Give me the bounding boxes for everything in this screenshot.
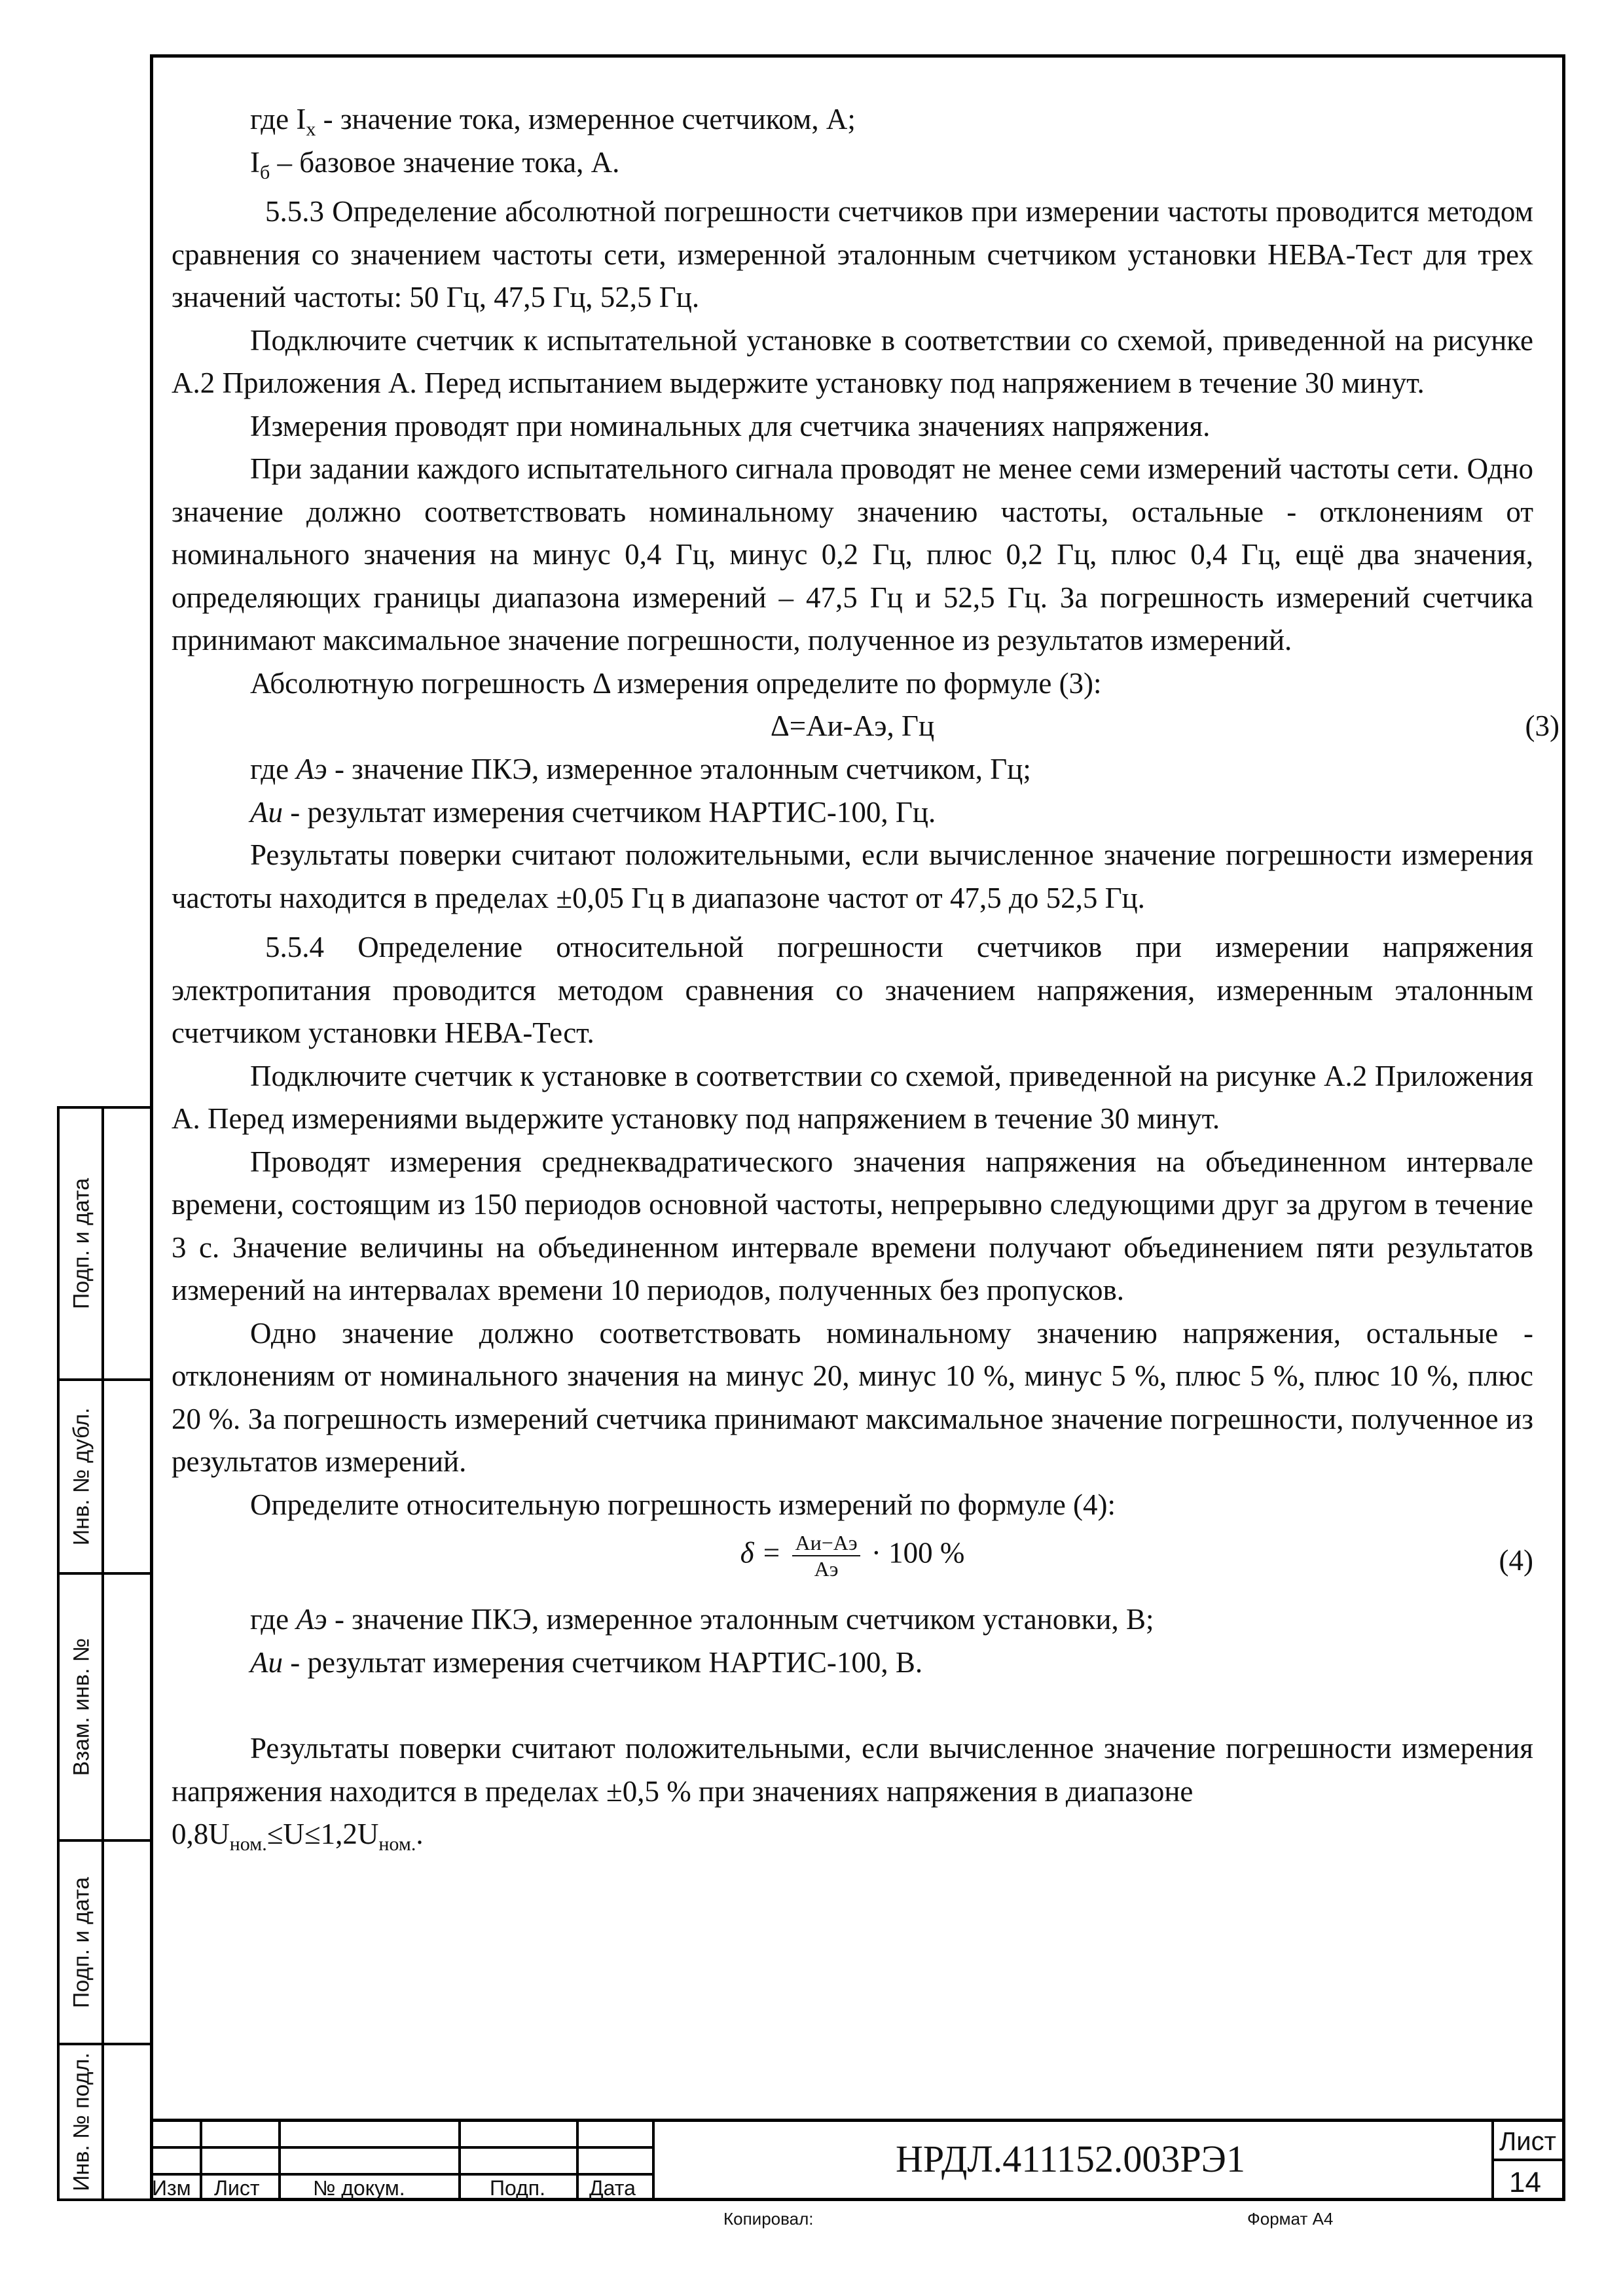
side-stamp-podp-data-2	[57, 1839, 150, 2045]
paragraph-rms: Проводят измерения среднеквадратического значения напряжения на объединенном интервале времени, состоящим из 150 периодов основной частоты, непрерывно следующими друг за другом в течение 3 с. Значение величины на объединенном интервале времени получают объединением пяти результатов измерений на интервалах времени 10 периодов, полученных без пропусков.	[172, 1145, 1533, 1306]
formula-4-denominator: Aэ	[814, 1557, 839, 1581]
where-ai-1: Aи - результат измерения счетчиком НАРТИС-100, Гц.	[250, 795, 936, 829]
side-label: Подп. и дата	[69, 1177, 94, 1310]
side-label: Подп. и дата	[69, 1876, 94, 2008]
voltage-range: $0,8U_{ном.}\le U\le 1,2U_{ном.}$.	[172, 1818, 424, 1855]
paragraph-result-voltage: Результаты поверки считают положительными, если вычисленное значение погрешности измерения напряжения находится в пределах ±0,5 % при значениях напряжения в диапазоне	[172, 1732, 1533, 1808]
paragraph-connect-2: Подключите счетчик к установке в соответствии со схемой, приведенной на рисунке А.2 Приложения А. Перед измерениями выдержите установку под напряжением в течение 30 минут.	[172, 1059, 1533, 1135]
side-stamp-inv-podl	[57, 2043, 150, 2201]
line-ib: $I_б$ – базовое значение тока, А.	[250, 145, 620, 183]
section-5-5-3: 5.5.3 Определение абсолютной погрешности счетчиков при измерении частоты проводится методом сравнения со значением частоты сети, измеренной эталонным счетчиком установки НЕВА-Тест для трех значений частоты: 50 Гц, 47,5 Гц, 52,5 Гц.	[172, 195, 1533, 314]
paragraph-result-freq: Результаты поверки считают положительными, если вычисленное значение погрешности измерения частоты находится в пределах ±0,05 Гц в диапазоне частот от 47,5 до 52,5 Гц.	[172, 838, 1533, 914]
where-ae-2: где Aэ - значение ПКЭ, измеренное эталонным счетчиком установки, В;	[250, 1603, 1154, 1636]
paragraph-connect-1: Подключите счетчик к испытательной установке в соответствии со схемой, приведенной на рисунке А.2 Приложения А. Перед испытанием выдержите установку под напряжением в течение 30 минут.	[172, 323, 1533, 399]
where-ai-2: Aи - результат измерения счетчиком НАРТИС-100, В.	[250, 1645, 923, 1679]
formula-3	[172, 705, 1559, 748]
title-block-list: Лист	[214, 2176, 260, 2200]
formula-4-number: (4)	[1499, 1544, 1533, 1577]
side-stamp-inv-dubl	[57, 1378, 150, 1575]
footer-copied: Копировал:	[723, 2209, 814, 2229]
paragraph-signal: При задании каждого испытательного сигнала проводят не менее семи измерений частоты сети. Одно значение должно соответствовать номинальному значению частоты, остальные - отклонениям от номинального значения на минус 0,4 Гц, минус 0,2 Гц, плюс 0,2 Гц, плюс 0,4 Гц, ещё два значения, определяющих границы диапазона измерений – 47,5 Гц и 52,5 Гц. За погрешность измерений счетчика принимают максимальное значение погрешности, полученное из результатов измерений.	[172, 452, 1533, 656]
formula-3-expression: Δ=Aи-Aэ, Гц	[770, 709, 935, 742]
line-ix: где $I_х$ - значение тока, измеренное счетчиком, А;	[250, 103, 856, 140]
side-stamp-podp-data-1	[57, 1106, 150, 1381]
sheet-label: Лист	[1499, 2127, 1556, 2156]
formula-4-fraction	[792, 1530, 860, 1581]
where-ae-1: где Aэ - значение ПКЭ, измеренное эталонным счетчиком, Гц;	[250, 753, 1031, 785]
paragraph-rel-error: Определите относительную погрешность измерений по формуле (4):	[250, 1488, 1116, 1521]
section-5-5-4: 5.5.4 Определение относительной погрешности счетчиков при измерении напряжения электропитания проводится методом сравнения со значением напряжения, измеренным эталонным счетчиком установки НЕВА-Тест.	[172, 931, 1533, 1049]
paragraph-nominal: Измерения проводят при номинальных для счетчика значениях напряжения.	[250, 409, 1211, 442]
sheet-number: 14	[1509, 2166, 1541, 2198]
title-block-data: Дата	[589, 2176, 636, 2200]
title-block-nodokum: № докум.	[313, 2176, 405, 2200]
side-label: Инв. № подл.	[69, 2053, 94, 2191]
side-stamp-vzam-inv	[57, 1572, 150, 1842]
paragraph-abs-error: Абсолютную погрешность Δ измерения определите по формуле (3):	[250, 666, 1102, 700]
formula-4-rhs: · 100 %	[871, 1536, 965, 1570]
document-number: НРДЛ.411152.003РЭ1	[896, 2138, 1245, 2180]
side-label: Взам. инв. №	[69, 1638, 94, 1776]
title-block-podp: Подп.	[490, 2176, 545, 2200]
footer-format: Формат А4	[1247, 2209, 1334, 2229]
formula-4-lhs: δ =	[740, 1536, 782, 1570]
formula-4-numerator: Aи−Aэ	[792, 1530, 860, 1556]
formula-4	[172, 1526, 1533, 1598]
paragraph-deviations: Одно значение должно соответствовать номинальному значению напряжения, остальные - отклонениям от номинального значения на минус 20, минус 10 %, минус 5 %, плюс 5 %, плюс 10 %, плюс 20 %. За погрешность измерений счетчика принимают максимальное значение погрешности, полученное из результатов измерений.	[172, 1316, 1533, 1478]
title-block-izm: Изм	[152, 2176, 191, 2200]
document-body	[172, 98, 1559, 1856]
formula-3-number: (3)	[1525, 709, 1559, 742]
side-label: Инв. № дубл.	[69, 1407, 94, 1546]
